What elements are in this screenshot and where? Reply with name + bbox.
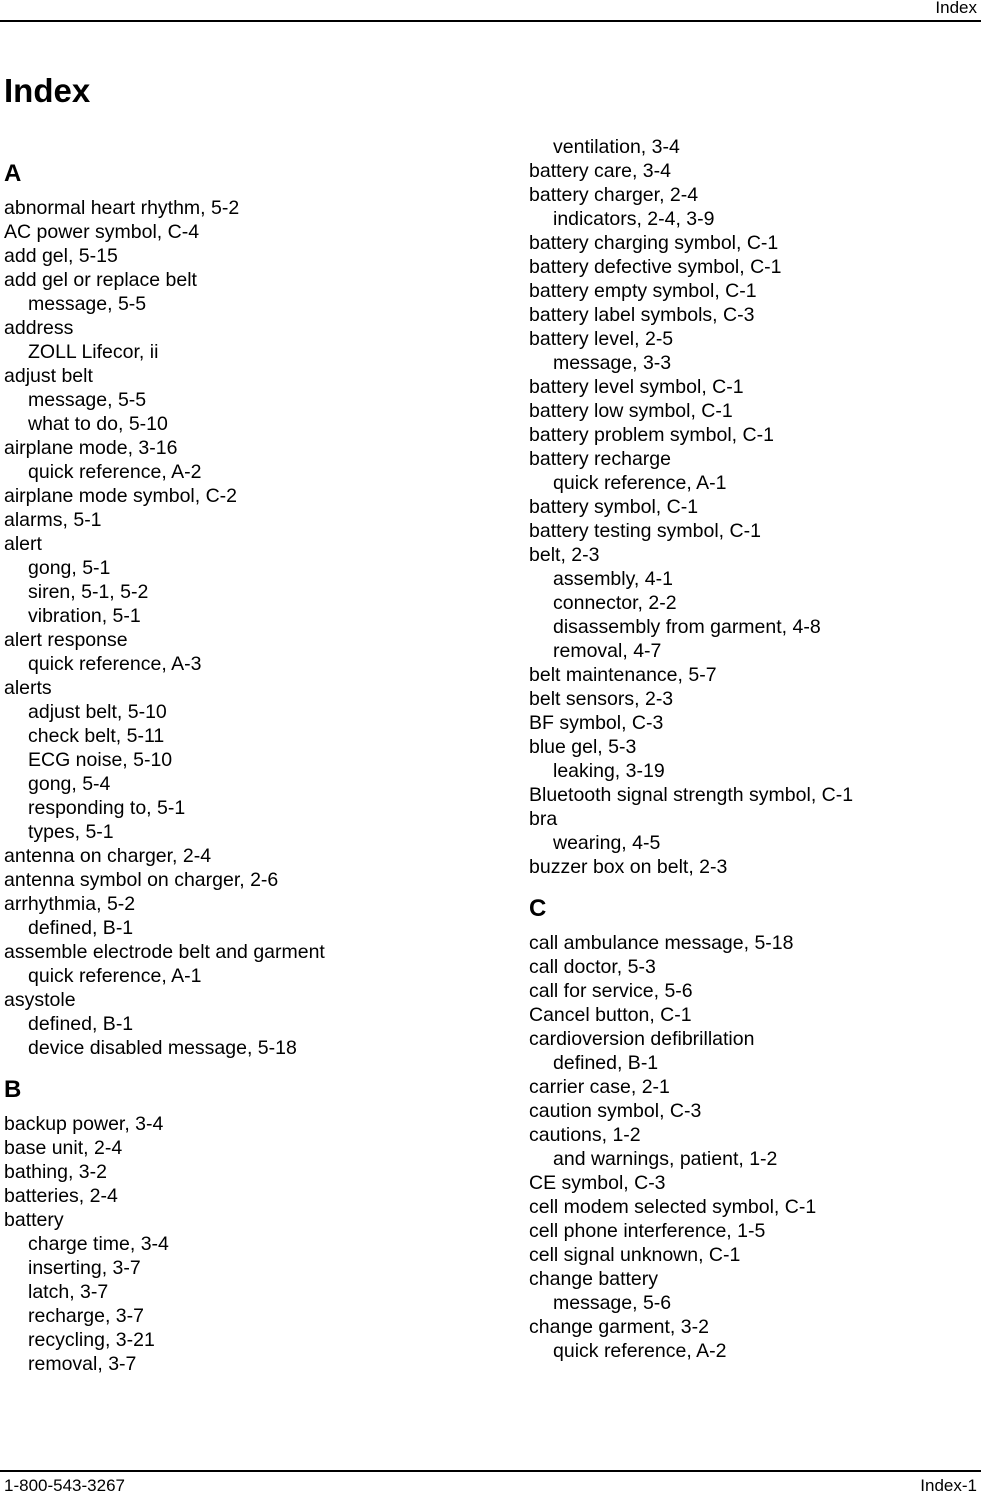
index-subentry: recharge, 3-7 bbox=[28, 1305, 144, 1327]
index-column-left bbox=[4, 156, 474, 1376]
index-subentry: quick reference, A-3 bbox=[28, 653, 202, 675]
index-entry: abnormal heart rhythm, 5-2 bbox=[4, 197, 240, 219]
index-subentry: quick reference, A-2 bbox=[553, 1340, 727, 1362]
index-entry: call for service, 5-6 bbox=[529, 980, 693, 1002]
index-subentry: ZOLL Lifecor, ii bbox=[28, 341, 159, 363]
index-entry: call doctor, 5-3 bbox=[529, 956, 656, 978]
header-rule bbox=[0, 20, 981, 22]
footer-phone: 1-800-543-3267 bbox=[4, 1476, 125, 1495]
index-entry: battery defective symbol, C-1 bbox=[529, 256, 782, 278]
index-entry: cardioversion defibrillation bbox=[529, 1028, 755, 1050]
index-entry: caution symbol, C-3 bbox=[529, 1100, 702, 1122]
index-subentry: message, 5-5 bbox=[28, 293, 147, 315]
index-entry: battery label symbols, C-3 bbox=[529, 304, 755, 326]
index-entry: cell signal unknown, C-1 bbox=[529, 1244, 741, 1266]
index-entry: blue gel, 5-3 bbox=[529, 736, 637, 758]
footer-page-number: Index-1 bbox=[920, 1476, 977, 1495]
index-entry: change garment, 3-2 bbox=[529, 1316, 709, 1338]
index-entry: assemble electrode belt and garment bbox=[4, 941, 325, 963]
index-subentry: disassembly from garment, 4-8 bbox=[553, 616, 821, 638]
index-entry: battery problem symbol, C-1 bbox=[529, 424, 774, 446]
index-entry: alarms, 5-1 bbox=[4, 509, 102, 531]
index-entry: address bbox=[4, 317, 74, 339]
index-entry: battery charger, 2-4 bbox=[529, 184, 699, 206]
index-entry: belt maintenance, 5-7 bbox=[529, 664, 717, 686]
running-header-title: Index bbox=[935, 0, 977, 17]
index-entry: bathing, 3-2 bbox=[4, 1161, 107, 1183]
index-entry: change battery bbox=[529, 1268, 659, 1290]
index-subentry: quick reference, A-2 bbox=[28, 461, 202, 483]
index-subentry: quick reference, A-1 bbox=[28, 965, 202, 987]
index-subentry: check belt, 5-11 bbox=[28, 725, 165, 747]
index-subentry: defined, B-1 bbox=[28, 917, 134, 939]
index-subentry: wearing, 4-5 bbox=[553, 832, 661, 854]
index-entry: Cancel button, C-1 bbox=[529, 1004, 692, 1026]
footer-rule bbox=[0, 1470, 981, 1472]
index-entry: battery charging symbol, C-1 bbox=[529, 232, 779, 254]
index-subentry: vibration, 5-1 bbox=[28, 605, 141, 627]
index-subentry: indicators, 2-4, 3-9 bbox=[553, 208, 715, 230]
index-subentry: message, 5-6 bbox=[553, 1292, 672, 1314]
index-letter-heading: C bbox=[529, 895, 547, 922]
index-entry: batteries, 2-4 bbox=[4, 1185, 118, 1207]
index-entry: antenna on charger, 2-4 bbox=[4, 845, 212, 867]
index-subentry: defined, B-1 bbox=[28, 1013, 134, 1035]
index-entry: battery level symbol, C-1 bbox=[529, 376, 744, 398]
index-subentry: adjust belt, 5-10 bbox=[28, 701, 167, 723]
index-subentry: gong, 5-4 bbox=[28, 773, 111, 795]
index-subentry: siren, 5-1, 5-2 bbox=[28, 581, 149, 603]
index-entry: alerts bbox=[4, 677, 52, 699]
index-entry: battery level, 2-5 bbox=[529, 328, 674, 350]
index-entry: cell phone interference, 1-5 bbox=[529, 1220, 766, 1242]
index-entry: battery symbol, C-1 bbox=[529, 496, 699, 518]
index-entry: antenna symbol on charger, 2-6 bbox=[4, 869, 279, 891]
index-entry: base unit, 2-4 bbox=[4, 1137, 123, 1159]
index-subentry: assembly, 4-1 bbox=[553, 568, 673, 590]
index-entry: cell modem selected symbol, C-1 bbox=[529, 1196, 817, 1218]
index-column-right bbox=[529, 135, 969, 1363]
index-subentry: charge time, 3-4 bbox=[28, 1233, 169, 1255]
index-subentry: device disabled message, 5-18 bbox=[28, 1037, 297, 1059]
index-entry: belt, 2-3 bbox=[529, 544, 600, 566]
index-entry: AC power symbol, C-4 bbox=[4, 221, 200, 243]
index-entry: battery empty symbol, C-1 bbox=[529, 280, 757, 302]
index-entry: buzzer box on belt, 2-3 bbox=[529, 856, 728, 878]
index-entry: Bluetooth signal strength symbol, C-1 bbox=[529, 784, 854, 806]
index-subentry: message, 5-5 bbox=[28, 389, 147, 411]
index-entry: cautions, 1-2 bbox=[529, 1124, 641, 1146]
index-subentry: removal, 4-7 bbox=[553, 640, 662, 662]
index-entry: BF symbol, C-3 bbox=[529, 712, 664, 734]
index-subentry: ventilation, 3-4 bbox=[553, 136, 680, 158]
index-subentry: gong, 5-1 bbox=[28, 557, 111, 579]
index-entry: airplane mode symbol, C-2 bbox=[4, 485, 238, 507]
index-subentry: quick reference, A-1 bbox=[553, 472, 727, 494]
index-subentry: types, 5-1 bbox=[28, 821, 114, 843]
index-entry: battery recharge bbox=[529, 448, 671, 470]
index-subentry: recycling, 3-21 bbox=[28, 1329, 155, 1351]
index-letter-heading: B bbox=[4, 1076, 22, 1103]
index-entry: add gel or replace belt bbox=[4, 269, 197, 291]
index-subentry: message, 3-3 bbox=[553, 352, 672, 374]
index-subentry: ECG noise, 5-10 bbox=[28, 749, 173, 771]
index-subentry: inserting, 3-7 bbox=[28, 1257, 141, 1279]
index-subentry: what to do, 5-10 bbox=[28, 413, 168, 435]
index-entry: backup power, 3-4 bbox=[4, 1113, 164, 1135]
index-entry: alert bbox=[4, 533, 42, 555]
index-subentry: latch, 3-7 bbox=[28, 1281, 109, 1303]
index-letter-heading: A bbox=[4, 160, 22, 187]
index-entry: airplane mode, 3-16 bbox=[4, 437, 178, 459]
index-entry: belt sensors, 2-3 bbox=[529, 688, 674, 710]
index-entry: adjust belt bbox=[4, 365, 93, 387]
page-title: Index bbox=[4, 72, 91, 109]
index-entry: battery bbox=[4, 1209, 64, 1231]
index-entry: battery low symbol, C-1 bbox=[529, 400, 733, 422]
index-subentry: connector, 2-2 bbox=[553, 592, 677, 614]
index-subentry: defined, B-1 bbox=[553, 1052, 659, 1074]
index-entry: add gel, 5-15 bbox=[4, 245, 118, 267]
index-entry: battery care, 3-4 bbox=[529, 160, 671, 182]
index-subentry: responding to, 5-1 bbox=[28, 797, 186, 819]
index-entry: battery testing symbol, C-1 bbox=[529, 520, 761, 542]
index-subentry: removal, 3-7 bbox=[28, 1353, 137, 1375]
index-entry: carrier case, 2-1 bbox=[529, 1076, 670, 1098]
index-entry: asystole bbox=[4, 989, 76, 1011]
index-entry: alert response bbox=[4, 629, 128, 651]
index-entry: arrhythmia, 5-2 bbox=[4, 893, 136, 915]
index-subentry: and warnings, patient, 1-2 bbox=[553, 1148, 778, 1170]
index-subentry: leaking, 3-19 bbox=[553, 760, 665, 782]
index-entry: call ambulance message, 5-18 bbox=[529, 932, 794, 954]
index-entry: bra bbox=[529, 808, 558, 830]
index-entry: CE symbol, C-3 bbox=[529, 1172, 666, 1194]
